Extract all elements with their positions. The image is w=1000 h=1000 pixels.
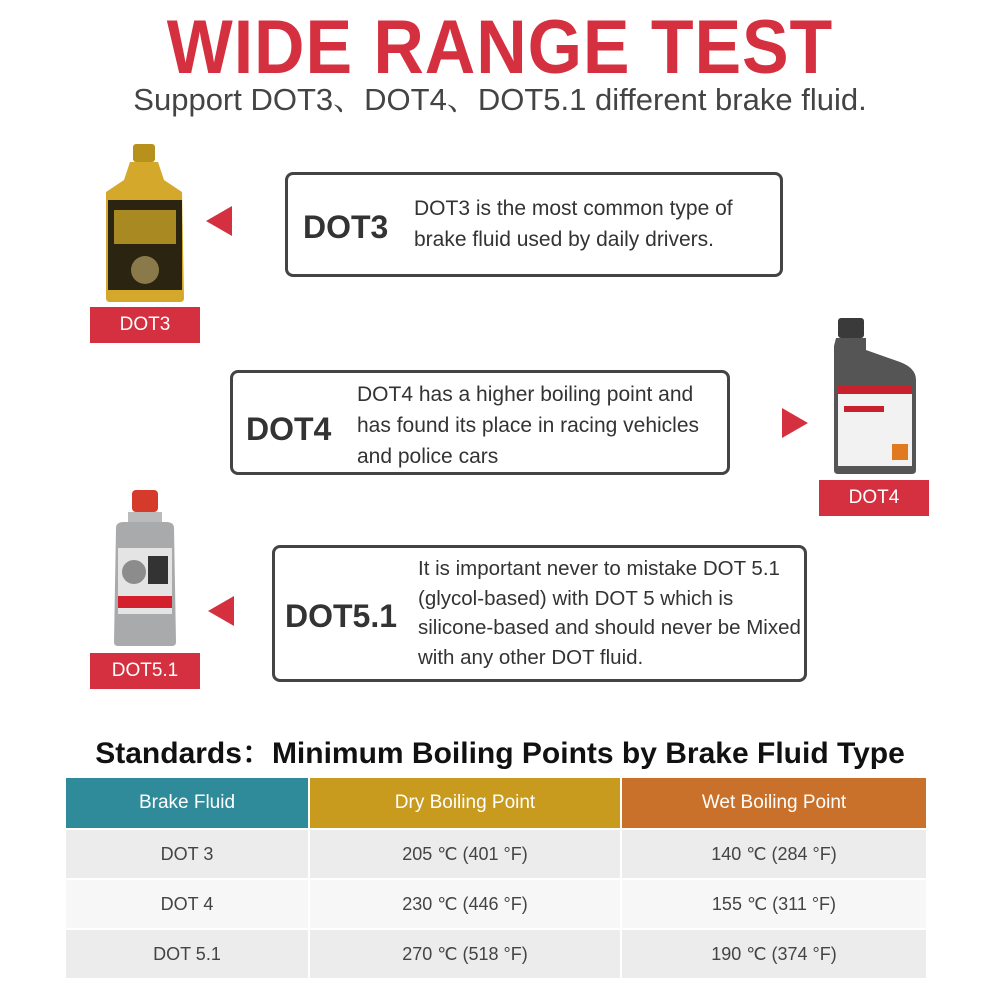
cell-dry: 270 ℃ (518 °F) <box>309 929 621 978</box>
dot5-1-badge: DOT5.1 <box>90 653 200 689</box>
dot3-card-description: DOT3 is the most common type of brake fluid used by daily drivers. <box>414 197 733 251</box>
page-title: WIDE RANGE TEST <box>166 5 834 90</box>
dot4-card-title: DOT4 <box>246 411 332 447</box>
cell-wet: 190 ℃ (374 °F) <box>621 929 926 978</box>
dot4-card <box>230 370 730 475</box>
dot5-1-card <box>272 545 807 682</box>
left-arrow-icon <box>208 596 234 626</box>
dot5-1-card-description: It is important never to mistake DOT 5.1 (glycol-based) with DOT 5 which is silicone-based and should never be Mixed with any other DOT fluid. <box>418 557 801 669</box>
standards-title: Standards：Minimum Boiling Points by Brake Fluid Type <box>95 737 905 770</box>
table-row <box>66 929 926 978</box>
dot3-card-title: DOT3 <box>303 209 389 245</box>
left-arrow-icon <box>206 206 232 236</box>
dot5-1-bottle-image <box>110 488 180 648</box>
dot3-badge: DOT3 <box>90 307 200 343</box>
table-row <box>66 879 926 929</box>
header-wet-boiling-point: Wet Boiling Point <box>621 778 926 829</box>
cell-wet: 155 ℃ (311 °F) <box>621 879 926 929</box>
cell-fluid: DOT 5.1 <box>66 929 309 978</box>
dot4-card-description: DOT4 has a higher boiling point and has found its place in racing vehicles and police cars <box>357 383 700 468</box>
cell-fluid: DOT 4 <box>66 879 309 929</box>
dot3-bottle-image <box>100 140 190 305</box>
boiling-points-table <box>66 778 926 978</box>
cell-dry: 205 ℃ (401 °F) <box>309 829 621 879</box>
table-row <box>66 829 926 879</box>
header-dry-boiling-point: Dry Boiling Point <box>309 778 621 829</box>
page-subtitle: Support DOT3、DOT4、DOT5.1 different brake fluid. <box>133 82 867 117</box>
cell-fluid: DOT 3 <box>66 829 309 879</box>
cell-dry: 230 ℃ (446 °F) <box>309 879 621 929</box>
dot5-1-card-title: DOT5.1 <box>285 598 398 634</box>
dot4-badge: DOT4 <box>819 480 929 516</box>
cell-wet: 140 ℃ (284 °F) <box>621 829 926 879</box>
dot4-bottle-image <box>830 316 920 476</box>
right-arrow-icon <box>782 408 808 438</box>
table-header-row <box>66 778 926 829</box>
dot3-card <box>285 172 783 277</box>
header-brake-fluid: Brake Fluid <box>66 778 309 829</box>
